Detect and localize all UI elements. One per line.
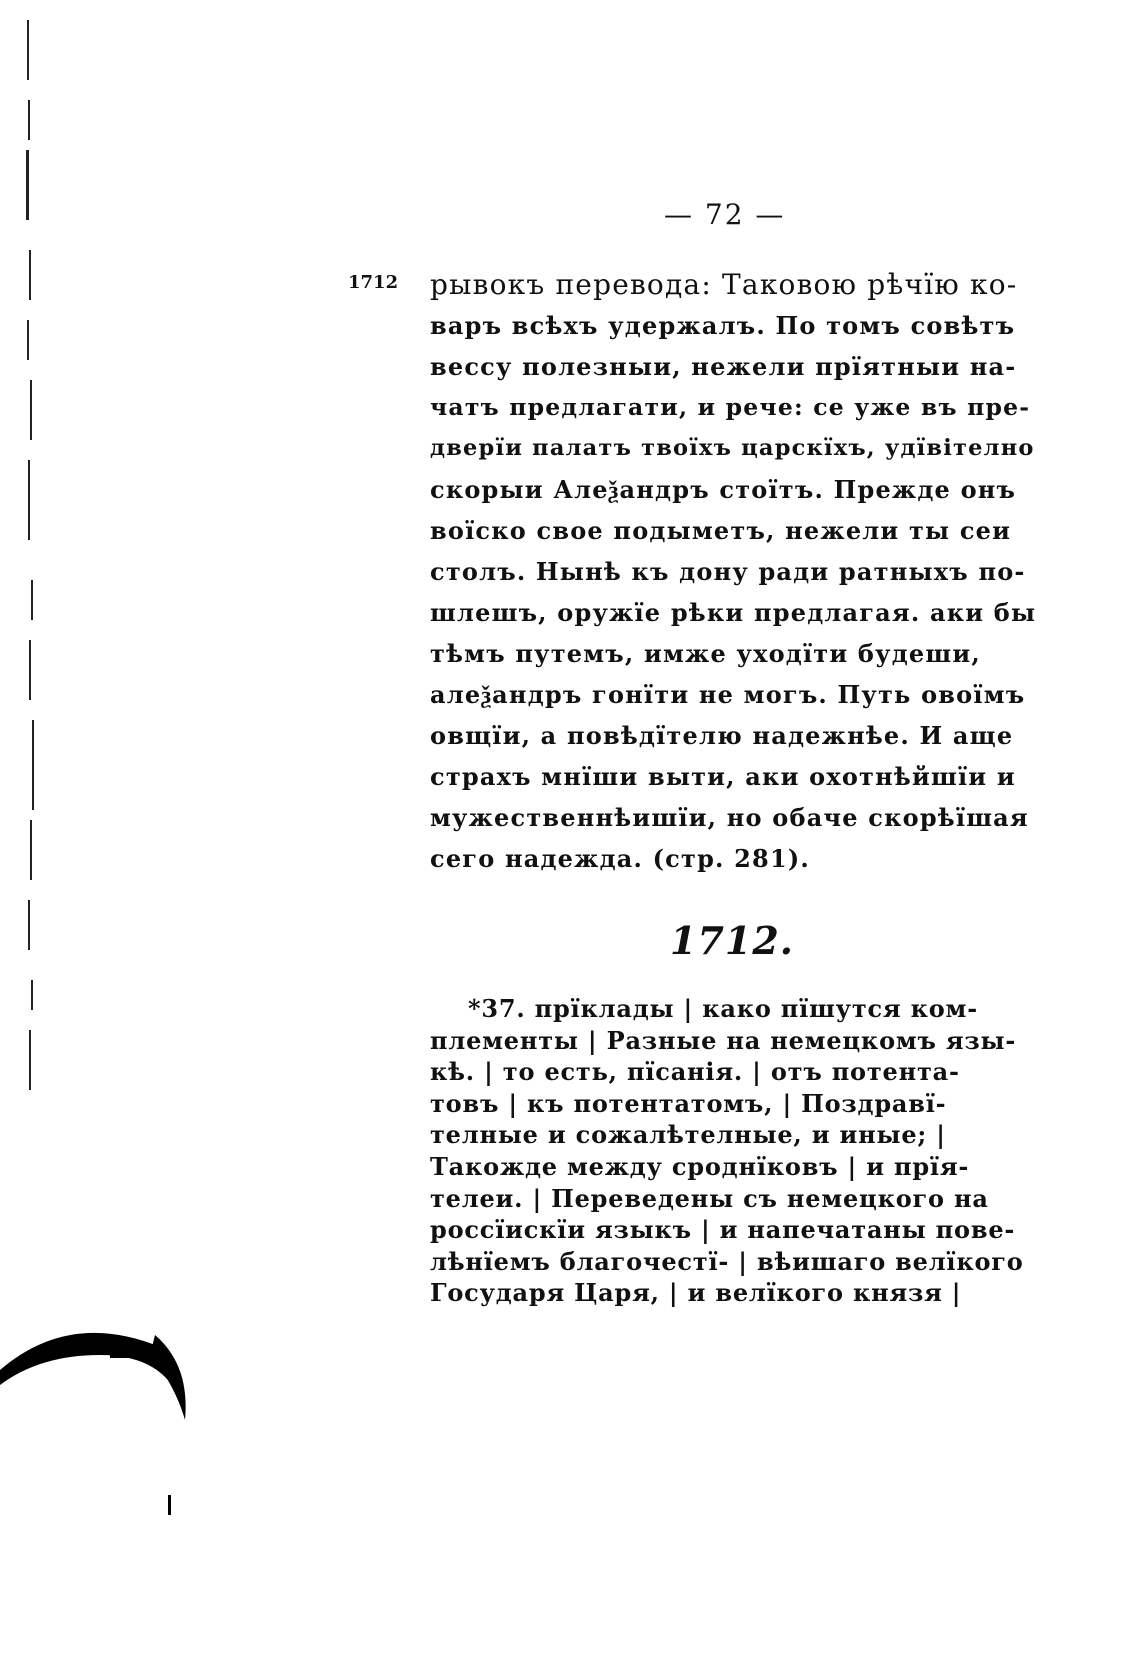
text-line: воїско свое подыметъ, нежели ты сеи [430, 516, 1012, 545]
text-line: товъ | къ потентатомъ, | Поздравї- [430, 1088, 947, 1118]
text-line: Государя Царя, | и велїкого князя | [430, 1278, 962, 1308]
text-line: вессу полезныи, нежели прїятныи на- [430, 352, 1017, 381]
margin-year: 1712 [348, 272, 399, 293]
text-line: плементы | Разные на немецкомъ язы- [430, 1025, 1017, 1055]
scan-ink-blot [0, 1325, 200, 1675]
text-line: россїискїи языкъ | и напечатаны пове- [430, 1215, 1016, 1245]
text-line: дверїи палатъ твоїхъ царскїхъ, удївітелно [430, 435, 1035, 461]
text-line: мужественнѣишїи, но обаче скорѣїшая [430, 803, 1029, 832]
text-line: Такожде между сроднїковъ | и прїя- [430, 1151, 970, 1181]
paragraph-1 [430, 264, 1040, 879]
text-line: алеѯандръ гонїти не могъ. Путь овоїмъ [430, 680, 1026, 709]
section-year-heading: 1712. [670, 918, 794, 963]
paragraph-2 [430, 993, 1040, 1309]
text-line: скорыи Алеѯандръ стоїтъ. Прежде онъ [430, 475, 1017, 504]
text-line: шлешъ, оружїе рѣки предлагая. аки бы [430, 598, 1037, 627]
text-line: лѣнїемъ благочестї- | вѣишаго велїкого [430, 1246, 1024, 1276]
text-line: сего надежда. (стр. 281). [430, 844, 810, 873]
text-line: рывокъ перевода: Таковою рѣчїю ко- [430, 268, 1018, 301]
text-line: *37. прїклады | како пїшутся ком- [468, 994, 978, 1023]
text-line: тѣмъ путемъ, имже уходїти будеши, [430, 639, 981, 668]
text-line: телные и сожалѣтелные, и иные; | [430, 1120, 946, 1150]
text-line: столъ. Нынѣ къ дону ради ратныхъ по- [430, 557, 1026, 586]
scan-margin-noise [22, 20, 42, 1150]
text-line: телеи. | Переведены съ немецкого на [430, 1183, 989, 1213]
text-line: страхъ мнїши выти, аки охотнѣйшїи и [430, 762, 1016, 791]
page-number: — 72 — [664, 198, 786, 231]
text-line: чатъ предлагати, и рече: се уже въ пре- [430, 393, 1031, 421]
text-line: овщїи, а повѣдїтелю надежнѣе. И аще [430, 721, 1014, 750]
text-line: варъ всѣхъ удержалъ. По томъ совѣтъ [430, 311, 1016, 340]
text-line: кѣ. | то есть, пїсанія. | отъ потента- [430, 1057, 960, 1087]
